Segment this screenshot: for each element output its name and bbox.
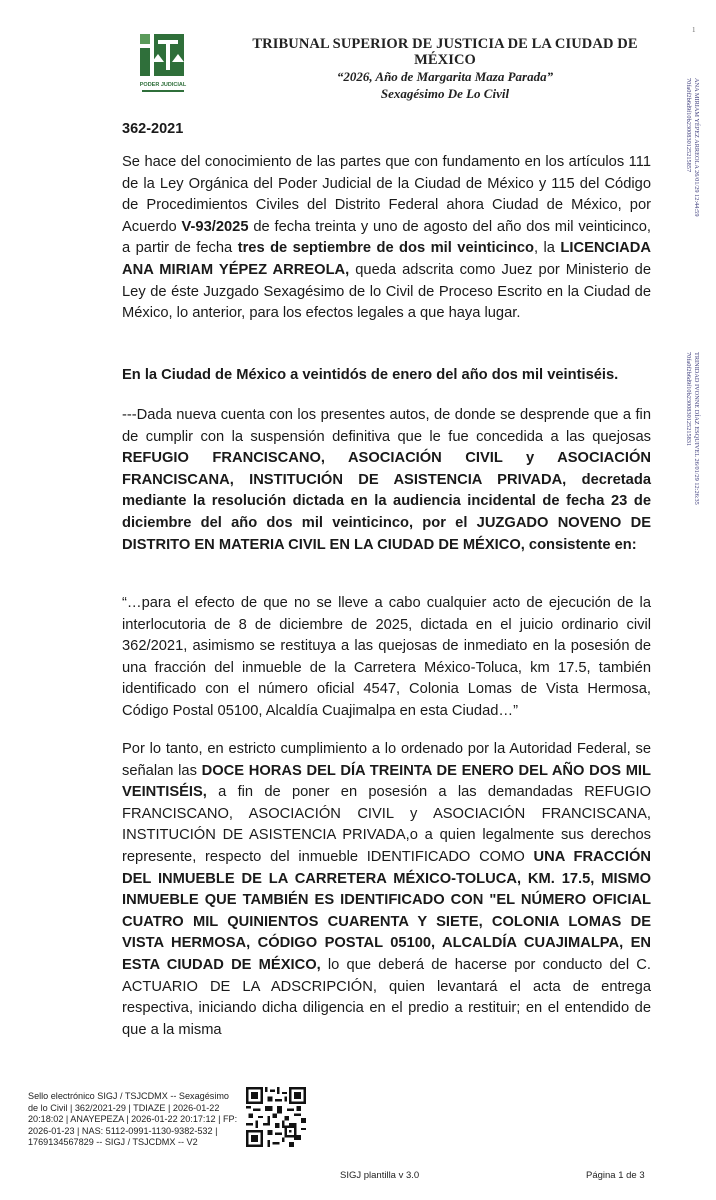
text-run: lo que deberá de hacerse por conducto del C. ACTUARIO DE LA ADSCRIPCIÓN, quien levantará el acta de entrega respectiva, iniciando dicha diligencia en el predio a restituir; en el entendido de que a la misma (122, 956, 651, 1038)
signature-name: TRINIDAD IVONNE DÍAZ ESQUIVEL 26/01/29 12:26:35 (693, 352, 700, 505)
qr-code (246, 1087, 306, 1147)
pagination: Página 1 de 3 (586, 1170, 645, 1181)
document-header (230, 36, 660, 102)
text-run: de fecha treinta y uno de agosto del año dos mil veinticinco, a partir de fecha (122, 218, 651, 257)
quoted-ruling: “…para el efecto de que no se lleve a cabo cualquier acto de ejecución de la interlocutoria de 8 de diciembre de 2025, dictada en el juicio ordinario civil 362/2021, asimismo se restituya a las quejosas de inmediato en la posesión de una fracción del inmueble de la Carretera México-Toluca, km 17.5, también identificado con el número oficial 4547, Colonia Lomas de Vista Hermosa, Código Postal 05100, Alcaldía Cuajimalpa en esta Ciudad…” (122, 595, 651, 719)
page-number: 1 (692, 26, 696, 34)
court-name: TRIBUNAL SUPERIOR DE JUSTICIA DE LA CIUDAD DE MÉXICO (252, 36, 638, 68)
logo-text: PODER JUDICIAL (139, 82, 187, 88)
poder-judicial-logo (134, 28, 192, 98)
text-run: queda adscrita como Juez por Ministerio de Ley de éste Juzgado Sexagésimo de lo Civil de Proceso Escrito en la Ciudad de México, lo anterior, para los efectos legales a que haya lugar. (122, 261, 651, 322)
signature-code: 70fa0f2b6d9f10b2300830125215831 (685, 352, 693, 447)
hearing-datetime: DOCE HORAS DEL DÍA TREINTA DE ENERO DEL AÑO DOS MIL VEINTISÉIS, (122, 762, 651, 801)
text-run: Por lo tanto, en estricto cumplimiento a lo ordenado por la Autoridad Federal, se señalan las (122, 741, 651, 779)
text-run: Se hace del conocimiento de las partes que con fundamento en los artículos 111 de la Ley Orgánica del Poder Judicial de la Ciudad de México y 115 del Código de Procedimientos Civiles del Distrito Federal ahora Ciudad de México, por Acuerdo (122, 154, 651, 235)
signature-name: ANA MIRIAM YÉPEZ ARREOLA 26/01/29 12:44:59 (693, 78, 700, 217)
side-signature-1 (685, 78, 700, 216)
text-run: a fin de poner en posesión a las demandadas REFUGIO FRANCISCANO, ASOCIACIÓN CIVIL y ASOCIACIÓN FRANCISCANA, INSTITUCIÓN DE ASISTENCIA PRIVADA,o a quien legalmente sus derechos represente, respecto del inmueble IDENTIFICADO COMO (122, 784, 651, 865)
text-run-bold: REFUGIO FRANCISCANO, ASOCIACIÓN CIVIL y ASOCIACIÓN FRANCISCANA, INSTITUCIÓN DE ASISTENCIA PRIVADA, decretada mediante la resolución dictada en la audiencia incidental de fecha 23 de diciembre del año dos mil veinticinco, por el JUZGADO NOVENO DE DISTRITO EN MATERIA CIVIL EN LA CIUDAD DE MÉXICO, consistente en: (122, 450, 651, 553)
signature-code: 70fa0f2b6d9f10b2300830125215857 (685, 78, 693, 173)
paragraph-notice (122, 152, 651, 325)
text-run: ---Dada nueva cuenta con los presentes autos, de donde se desprende que a fin de cumplir con la suspensión definitiva que le fue concedida a las quejosas (122, 407, 651, 445)
judge-name: LICENCIADA ANA MIRIAM YÉPEZ ARREOLA, (122, 240, 651, 278)
agreement-number: V-93/2025 (181, 218, 249, 235)
court-section: Sexagésimo De Lo Civil (380, 86, 510, 101)
text-run: , la (534, 240, 561, 257)
paragraph-resolution (122, 405, 651, 556)
side-signature-2 (685, 352, 700, 505)
date-line: En la Ciudad de México a veintidós de enero del año dos mil veintiséis. (122, 367, 619, 383)
property-description: UNA FRACCIÓN DEL INMUEBLE DE LA CARRETERA MÉXICO-TOLUCA, KM. 17.5, MISMO INMUEBLE QUE TAMBIÉN ES IDENTIFICADO CON "EL NÚMERO OFICIAL CUATRO MIL QUINIENTOS CUARENTA Y SIETE, COLONIA LOMAS DE VISTA HERMOSA, CÓDIGO POSTAL 05100, ALCALDÍA CUAJIMALPA, EN ESTA CIUDAD DE MÉXICO, (122, 848, 651, 973)
year-motto: “2026, Año de Margarita Maza Parada” (336, 69, 554, 84)
paragraph-order (122, 739, 651, 1041)
case-number: 362-2021 (122, 121, 184, 137)
start-date: tres de septiembre de dos mil veinticinco (237, 240, 534, 257)
template-version: SIGJ plantilla v 3.0 (340, 1170, 420, 1181)
electronic-seal: Sello electrónico SIGJ / TSJCDMX -- Sexagésimo de lo Civil | 362/2021-29 | TDIAZE | 2026-01-22 20:18:02 | ANAYEPEZA | 2026-01-22 20:17:12 | FP: 2026-01-23 | NAS: 5112-0991-1130-9382-532 | 1769134567829 -- SIGJ / TSJCDMX -- V2 (28, 1091, 238, 1148)
